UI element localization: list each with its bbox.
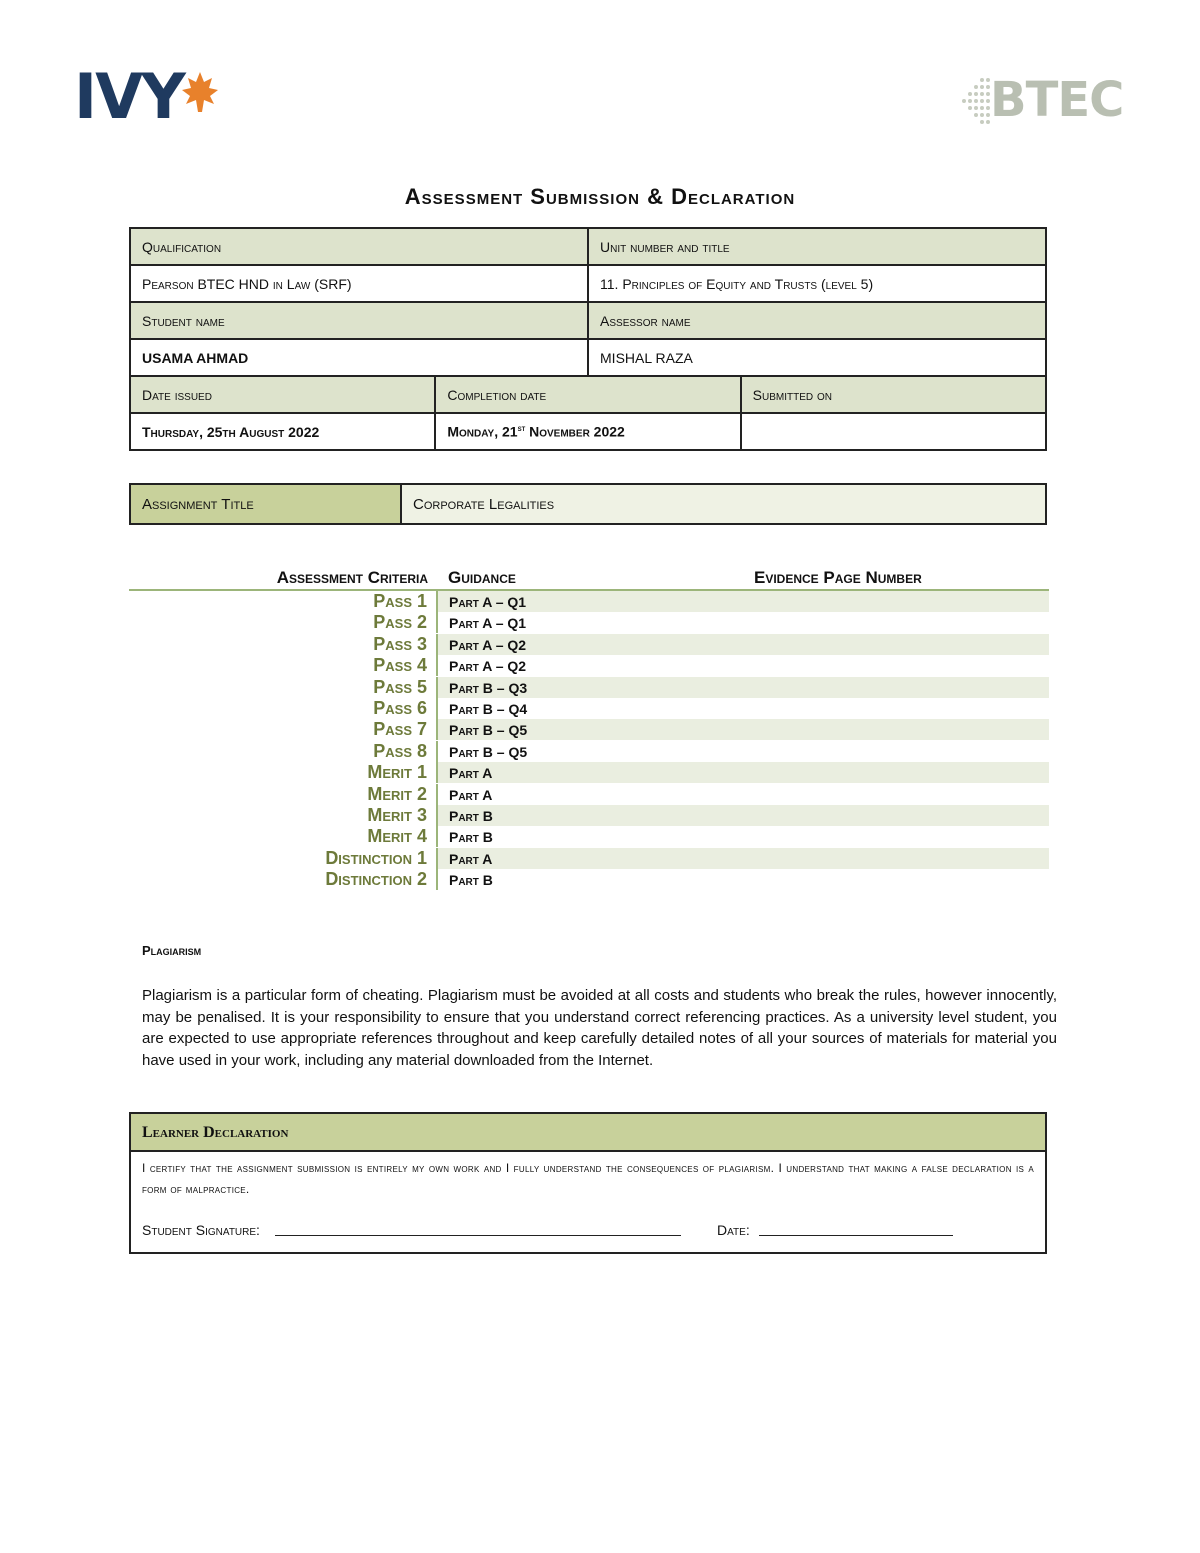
date-issued-value: Thursday, 25th August 2022 bbox=[130, 413, 435, 450]
criteria-row bbox=[129, 805, 1049, 826]
criteria-header-row bbox=[129, 568, 1049, 591]
guidance-cell: Part A bbox=[436, 784, 1049, 805]
student-signature-field[interactable] bbox=[275, 1235, 681, 1236]
criteria-row bbox=[129, 826, 1049, 847]
submission-info-table bbox=[129, 227, 1047, 451]
criteria-row bbox=[129, 698, 1049, 719]
guidance-cell: Part B bbox=[436, 869, 1049, 890]
btec-logo-text: BTEC bbox=[990, 72, 1124, 128]
plagiarism-heading: Plagiarism bbox=[142, 943, 202, 958]
submitted-on-label: Submitted on bbox=[741, 376, 1046, 413]
btec-logo bbox=[962, 72, 1127, 128]
date-issued-label: Date issued bbox=[130, 376, 435, 413]
learner-declaration-text: I certify that the assignment submission is entirely my own work and I fully understand the consequences of plagiarism. I understand that making a false declaration is a form of malpractice. bbox=[142, 1161, 1034, 1196]
guidance-cell: Part A – Q2 bbox=[436, 634, 1049, 655]
criterion-label: Merit 3 bbox=[367, 804, 427, 825]
guidance-cell: Part B – Q4 bbox=[436, 698, 1049, 719]
guidance-cell: Part B bbox=[436, 805, 1049, 826]
criterion-label: Pass 8 bbox=[373, 740, 427, 761]
criteria-row bbox=[129, 612, 1049, 633]
qualification-value: Pearson BTEC HND in Law (SRF) bbox=[130, 265, 588, 302]
unit-value: 11. Principles of Equity and Trusts (level 5) bbox=[588, 265, 1046, 302]
page-title: Assessment Submission & Declaration bbox=[404, 184, 796, 209]
evidence-page-header: Evidence Page Number bbox=[754, 568, 922, 587]
criterion-label: Pass 2 bbox=[373, 612, 427, 633]
criterion-label: Merit 2 bbox=[367, 783, 427, 804]
criteria-row bbox=[129, 741, 1049, 762]
dot-pattern-icon bbox=[962, 76, 992, 126]
ivy-logo-text: IVY bbox=[74, 60, 184, 133]
date-field[interactable] bbox=[759, 1235, 953, 1236]
completion-date-rest: November 2022 bbox=[525, 423, 625, 440]
date-label: Date: bbox=[717, 1222, 750, 1238]
completion-date-ordinal: st bbox=[517, 423, 526, 434]
unit-label: Unit number and title bbox=[588, 228, 1046, 265]
plagiarism-paragraph: Plagiarism is a particular form of cheating. Plagiarism must be avoided at all costs and students who break the rules, however innocently, may be penalised. It is your responsibility to ensure that you understand correct referencing practices. As a university level student, you are expected to use appropriate references throughout and keep carefully detailed notes of all your sources of materials for material you have used in your work, including any material downloaded from the Internet. bbox=[142, 987, 1057, 1069]
student-name-label: Student name bbox=[130, 302, 588, 339]
guidance-cell: Part A bbox=[436, 848, 1049, 869]
maple-leaf-icon bbox=[178, 70, 222, 120]
assignment-title-label: Assignment Title bbox=[130, 484, 401, 524]
assignment-title-table bbox=[129, 483, 1047, 525]
assessor-name-value: MISHAL RAZA bbox=[588, 339, 1046, 376]
assessment-criteria-table bbox=[129, 568, 1049, 890]
criterion-label: Pass 6 bbox=[373, 697, 427, 718]
criterion-label: Distinction 2 bbox=[325, 869, 427, 890]
student-signature-label: Student Signature: bbox=[142, 1222, 260, 1238]
completion-date-main: Monday, 21 bbox=[447, 423, 518, 440]
criterion-label: Pass 7 bbox=[373, 719, 427, 740]
criterion-label: Pass 1 bbox=[373, 591, 427, 611]
criteria-rows bbox=[129, 591, 1049, 890]
guidance-cell: Part A – Q2 bbox=[436, 655, 1049, 676]
criteria-row bbox=[129, 762, 1049, 783]
completion-date-label: Completion date bbox=[435, 376, 740, 413]
guidance-cell: Part B – Q5 bbox=[436, 741, 1049, 762]
qualification-label: Qualification bbox=[130, 228, 588, 265]
guidance-cell: Part A bbox=[436, 762, 1049, 783]
learner-declaration-heading: Learner Declaration bbox=[131, 1114, 1045, 1152]
criteria-row bbox=[129, 719, 1049, 740]
guidance-cell: Part B – Q5 bbox=[436, 719, 1049, 740]
criteria-row bbox=[129, 848, 1049, 869]
criteria-row bbox=[129, 677, 1049, 698]
criterion-label: Pass 5 bbox=[373, 676, 427, 697]
criteria-row bbox=[129, 634, 1049, 655]
guidance-cell: Part A – Q1 bbox=[436, 612, 1049, 633]
criterion-label: Merit 1 bbox=[367, 762, 427, 783]
criterion-label: Pass 3 bbox=[373, 633, 427, 654]
assessor-name-label: Assessor name bbox=[588, 302, 1046, 339]
guidance-cell: Part A – Q1 bbox=[436, 591, 1049, 612]
submitted-on-value bbox=[741, 413, 1046, 450]
criterion-label: Pass 4 bbox=[373, 655, 427, 676]
guidance-header: Guidance bbox=[448, 568, 516, 587]
student-name-value: USAMA AHMAD bbox=[130, 339, 588, 376]
assignment-title-value: Corporate Legalities bbox=[401, 484, 1046, 524]
criteria-row bbox=[129, 784, 1049, 805]
guidance-cell: Part B bbox=[436, 826, 1049, 847]
completion-date-value bbox=[435, 413, 740, 450]
guidance-cell: Part B – Q3 bbox=[436, 677, 1049, 698]
criterion-label: Merit 4 bbox=[367, 826, 427, 847]
learner-declaration-box bbox=[129, 1112, 1047, 1254]
criterion-label: Distinction 1 bbox=[325, 847, 427, 868]
ivy-logo bbox=[74, 60, 224, 133]
criteria-row bbox=[129, 591, 1049, 612]
criteria-header: Assessment Criteria bbox=[276, 568, 428, 587]
criteria-row bbox=[129, 869, 1049, 890]
criteria-row bbox=[129, 655, 1049, 676]
